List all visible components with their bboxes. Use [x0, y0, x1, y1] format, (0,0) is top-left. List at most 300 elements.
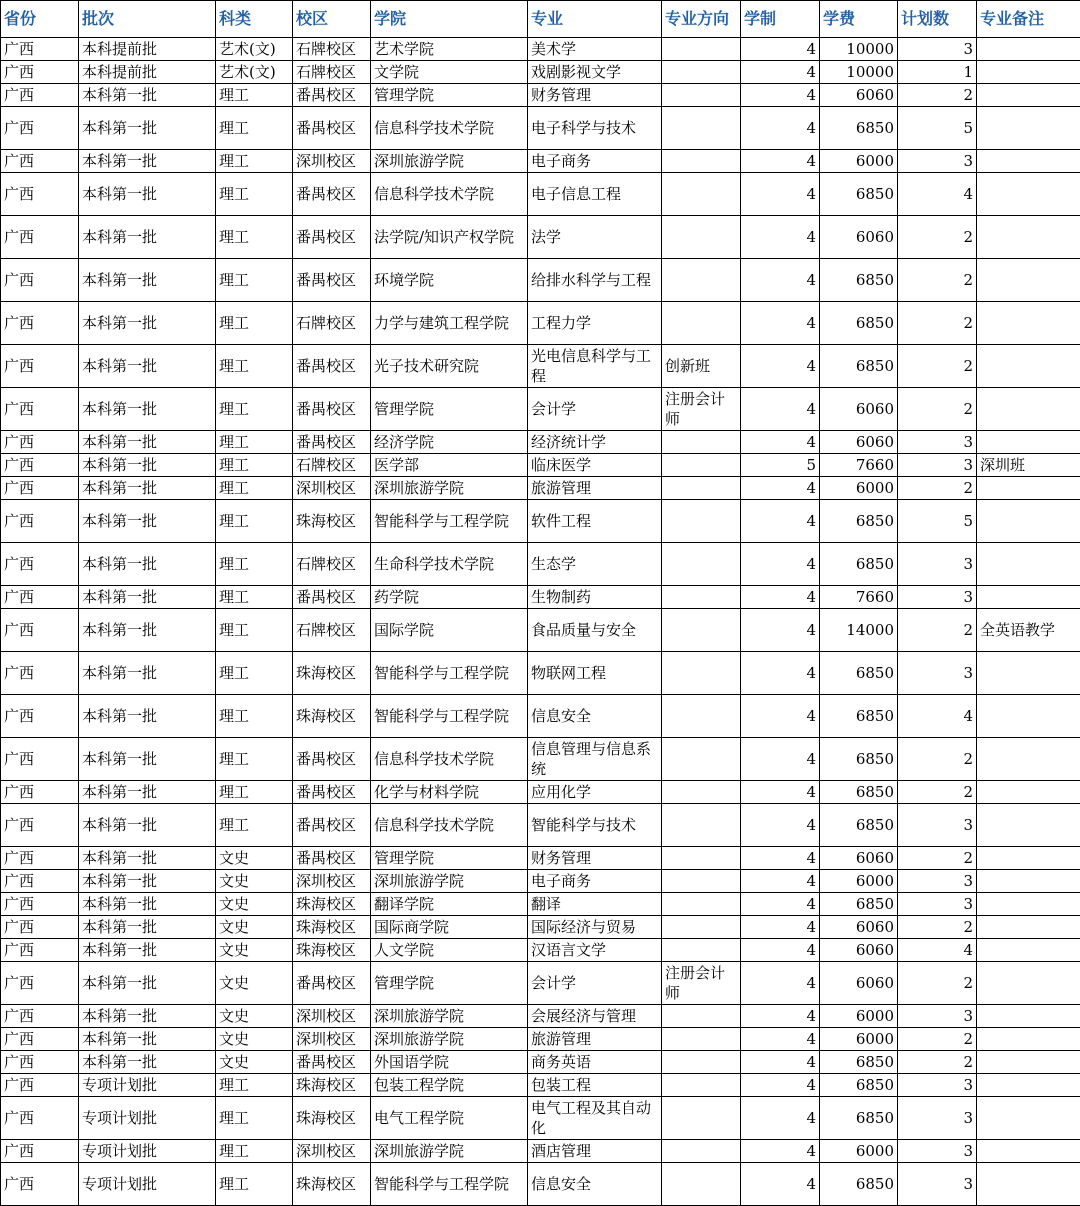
cell-duration: 4	[741, 916, 820, 939]
cell-plan-count: 3	[898, 543, 977, 586]
cell-tuition: 6850	[820, 1051, 898, 1074]
cell-school: 经济学院	[371, 431, 528, 454]
cell-major-note	[977, 1074, 1080, 1097]
cell-major: 法学	[528, 216, 662, 259]
cell-campus: 石牌校区	[293, 543, 371, 586]
table-row	[1, 586, 1080, 609]
cell-province: 广西	[1, 150, 79, 173]
column-header-campus: 校区	[293, 1, 371, 38]
cell-subject-category: 理工	[216, 738, 293, 781]
cell-batch: 专项计划批	[79, 1074, 216, 1097]
cell-major-direction	[662, 916, 741, 939]
table-row	[1, 1028, 1080, 1051]
cell-major-direction	[662, 173, 741, 216]
cell-province: 广西	[1, 259, 79, 302]
cell-school: 管理学院	[371, 388, 528, 431]
cell-batch: 本科第一批	[79, 781, 216, 804]
cell-major-direction	[662, 150, 741, 173]
table-row	[1, 916, 1080, 939]
cell-campus: 番禺校区	[293, 216, 371, 259]
cell-plan-count: 2	[898, 216, 977, 259]
cell-subject-category: 理工	[216, 586, 293, 609]
cell-major-note	[977, 61, 1080, 84]
cell-school: 智能科学与工程学院	[371, 1163, 528, 1206]
column-header-province: 省份	[1, 1, 79, 38]
cell-province: 广西	[1, 454, 79, 477]
cell-campus: 番禺校区	[293, 84, 371, 107]
cell-campus: 番禺校区	[293, 804, 371, 847]
cell-plan-count: 2	[898, 345, 977, 388]
cell-tuition: 6060	[820, 84, 898, 107]
column-header-major-direction: 专业方向	[662, 1, 741, 38]
cell-major-note	[977, 1097, 1080, 1140]
cell-major-direction	[662, 586, 741, 609]
cell-school: 智能科学与工程学院	[371, 695, 528, 738]
cell-batch: 本科第一批	[79, 609, 216, 652]
cell-campus: 珠海校区	[293, 916, 371, 939]
cell-major: 电气工程及其自动化	[528, 1097, 662, 1140]
cell-major: 商务英语	[528, 1051, 662, 1074]
column-header-subject-category: 科类	[216, 1, 293, 38]
cell-batch: 本科第一批	[79, 804, 216, 847]
cell-batch: 本科第一批	[79, 543, 216, 586]
cell-duration: 4	[741, 939, 820, 962]
cell-major-note	[977, 107, 1080, 150]
cell-plan-count: 2	[898, 259, 977, 302]
cell-major-note	[977, 543, 1080, 586]
cell-batch: 本科第一批	[79, 1005, 216, 1028]
cell-subject-category: 艺术(文)	[216, 61, 293, 84]
cell-duration: 4	[741, 804, 820, 847]
cell-tuition: 6000	[820, 150, 898, 173]
cell-major-note	[977, 893, 1080, 916]
cell-school: 艺术学院	[371, 38, 528, 61]
cell-campus: 珠海校区	[293, 1097, 371, 1140]
table-row	[1, 1074, 1080, 1097]
cell-major: 生物制药	[528, 586, 662, 609]
table-row	[1, 939, 1080, 962]
cell-campus: 深圳校区	[293, 150, 371, 173]
cell-major-note	[977, 500, 1080, 543]
cell-campus: 珠海校区	[293, 893, 371, 916]
cell-tuition: 6850	[820, 1163, 898, 1206]
table-row	[1, 1005, 1080, 1028]
cell-tuition: 6060	[820, 916, 898, 939]
cell-plan-count: 3	[898, 804, 977, 847]
cell-major-direction: 创新班	[662, 345, 741, 388]
cell-subject-category: 理工	[216, 543, 293, 586]
cell-batch: 本科提前批	[79, 38, 216, 61]
cell-campus: 番禺校区	[293, 586, 371, 609]
cell-school: 信息科学技术学院	[371, 804, 528, 847]
cell-subject-category: 文史	[216, 916, 293, 939]
cell-school: 管理学院	[371, 847, 528, 870]
cell-major-direction: 注册会计师	[662, 388, 741, 431]
cell-major-direction	[662, 1028, 741, 1051]
cell-school: 医学部	[371, 454, 528, 477]
cell-subject-category: 理工	[216, 1097, 293, 1140]
cell-province: 广西	[1, 38, 79, 61]
cell-duration: 4	[741, 107, 820, 150]
table-row	[1, 216, 1080, 259]
cell-tuition: 6850	[820, 500, 898, 543]
cell-plan-count: 3	[898, 150, 977, 173]
cell-subject-category: 理工	[216, 1074, 293, 1097]
cell-tuition: 6060	[820, 216, 898, 259]
cell-tuition: 6850	[820, 543, 898, 586]
cell-duration: 4	[741, 1097, 820, 1140]
cell-tuition: 6850	[820, 345, 898, 388]
cell-duration: 4	[741, 781, 820, 804]
cell-plan-count: 5	[898, 500, 977, 543]
table-row	[1, 500, 1080, 543]
cell-batch: 本科第一批	[79, 477, 216, 500]
cell-school: 外国语学院	[371, 1051, 528, 1074]
cell-tuition: 6060	[820, 847, 898, 870]
cell-major: 电子商务	[528, 150, 662, 173]
cell-major: 软件工程	[528, 500, 662, 543]
cell-duration: 4	[741, 345, 820, 388]
cell-province: 广西	[1, 1163, 79, 1206]
cell-province: 广西	[1, 738, 79, 781]
cell-major-note	[977, 1051, 1080, 1074]
cell-major-direction	[662, 216, 741, 259]
cell-major-direction	[662, 870, 741, 893]
table-row	[1, 738, 1080, 781]
table-row	[1, 543, 1080, 586]
cell-duration: 4	[741, 477, 820, 500]
cell-plan-count: 2	[898, 1051, 977, 1074]
cell-province: 广西	[1, 500, 79, 543]
cell-school: 文学院	[371, 61, 528, 84]
cell-campus: 番禺校区	[293, 1051, 371, 1074]
cell-campus: 番禺校区	[293, 431, 371, 454]
cell-major: 工程力学	[528, 302, 662, 345]
cell-subject-category: 文史	[216, 870, 293, 893]
cell-batch: 本科第一批	[79, 695, 216, 738]
table-row	[1, 431, 1080, 454]
cell-major-direction	[662, 259, 741, 302]
cell-duration: 4	[741, 1005, 820, 1028]
cell-plan-count: 3	[898, 870, 977, 893]
table-row	[1, 870, 1080, 893]
cell-province: 广西	[1, 870, 79, 893]
cell-major: 光电信息科学与工程	[528, 345, 662, 388]
cell-subject-category: 理工	[216, 500, 293, 543]
cell-major-note: 全英语教学	[977, 609, 1080, 652]
column-header-major: 专业	[528, 1, 662, 38]
cell-major: 国际经济与贸易	[528, 916, 662, 939]
cell-major-note	[977, 586, 1080, 609]
cell-tuition: 6000	[820, 1005, 898, 1028]
cell-major: 生态学	[528, 543, 662, 586]
cell-campus: 石牌校区	[293, 302, 371, 345]
cell-province: 广西	[1, 388, 79, 431]
cell-subject-category: 艺术(文)	[216, 38, 293, 61]
cell-campus: 石牌校区	[293, 609, 371, 652]
table-row	[1, 107, 1080, 150]
cell-duration: 4	[741, 1163, 820, 1206]
cell-province: 广西	[1, 1097, 79, 1140]
cell-province: 广西	[1, 939, 79, 962]
cell-campus: 番禺校区	[293, 173, 371, 216]
cell-plan-count: 3	[898, 1163, 977, 1206]
cell-school: 深圳旅游学院	[371, 1028, 528, 1051]
table-row	[1, 893, 1080, 916]
cell-campus: 深圳校区	[293, 1140, 371, 1163]
cell-major-note: 深圳班	[977, 454, 1080, 477]
cell-province: 广西	[1, 962, 79, 1005]
cell-province: 广西	[1, 609, 79, 652]
table-row	[1, 781, 1080, 804]
cell-plan-count: 3	[898, 893, 977, 916]
cell-tuition: 6850	[820, 781, 898, 804]
cell-plan-count: 2	[898, 388, 977, 431]
cell-major-direction	[662, 431, 741, 454]
cell-major-note	[977, 302, 1080, 345]
cell-major-direction	[662, 1140, 741, 1163]
cell-plan-count: 2	[898, 1028, 977, 1051]
cell-major-note	[977, 477, 1080, 500]
cell-major: 智能科学与技术	[528, 804, 662, 847]
cell-province: 广西	[1, 781, 79, 804]
cell-batch: 本科第一批	[79, 388, 216, 431]
cell-campus: 石牌校区	[293, 61, 371, 84]
cell-plan-count: 2	[898, 962, 977, 1005]
cell-major-note	[977, 173, 1080, 216]
cell-major: 电子商务	[528, 870, 662, 893]
cell-subject-category: 理工	[216, 345, 293, 388]
cell-school: 管理学院	[371, 84, 528, 107]
table-row	[1, 804, 1080, 847]
cell-batch: 本科第一批	[79, 302, 216, 345]
cell-campus: 深圳校区	[293, 1028, 371, 1051]
cell-major-note	[977, 695, 1080, 738]
cell-duration: 4	[741, 962, 820, 1005]
cell-subject-category: 理工	[216, 107, 293, 150]
cell-subject-category: 理工	[216, 454, 293, 477]
cell-major: 信息安全	[528, 1163, 662, 1206]
cell-plan-count: 2	[898, 916, 977, 939]
cell-batch: 本科第一批	[79, 939, 216, 962]
column-header-duration: 学制	[741, 1, 820, 38]
cell-plan-count: 4	[898, 695, 977, 738]
cell-school: 生命科学技术学院	[371, 543, 528, 586]
cell-major-note	[977, 84, 1080, 107]
cell-batch: 本科第一批	[79, 107, 216, 150]
cell-campus: 番禺校区	[293, 345, 371, 388]
cell-subject-category: 文史	[216, 1051, 293, 1074]
cell-tuition: 6060	[820, 431, 898, 454]
table-row	[1, 847, 1080, 870]
cell-school: 人文学院	[371, 939, 528, 962]
cell-subject-category: 理工	[216, 259, 293, 302]
cell-duration: 4	[741, 216, 820, 259]
cell-major: 物联网工程	[528, 652, 662, 695]
cell-major: 酒店管理	[528, 1140, 662, 1163]
cell-subject-category: 理工	[216, 84, 293, 107]
cell-duration: 4	[741, 1074, 820, 1097]
cell-school: 信息科学技术学院	[371, 738, 528, 781]
cell-major-note	[977, 431, 1080, 454]
cell-school: 环境学院	[371, 259, 528, 302]
cell-major-direction	[662, 847, 741, 870]
table-row	[1, 1163, 1080, 1206]
header-row	[1, 1, 1080, 38]
cell-batch: 本科提前批	[79, 61, 216, 84]
cell-major: 财务管理	[528, 84, 662, 107]
cell-plan-count: 3	[898, 1074, 977, 1097]
cell-major-note	[977, 1163, 1080, 1206]
cell-major-direction	[662, 781, 741, 804]
cell-batch: 专项计划批	[79, 1097, 216, 1140]
cell-school: 电气工程学院	[371, 1097, 528, 1140]
cell-duration: 4	[741, 173, 820, 216]
cell-major: 翻译	[528, 893, 662, 916]
cell-province: 广西	[1, 107, 79, 150]
table-row	[1, 388, 1080, 431]
cell-campus: 深圳校区	[293, 870, 371, 893]
cell-batch: 本科第一批	[79, 870, 216, 893]
cell-major-note	[977, 216, 1080, 259]
table-row	[1, 302, 1080, 345]
table-row	[1, 454, 1080, 477]
cell-school: 管理学院	[371, 962, 528, 1005]
cell-batch: 本科第一批	[79, 259, 216, 302]
cell-batch: 本科第一批	[79, 1051, 216, 1074]
cell-major-note	[977, 388, 1080, 431]
cell-subject-category: 文史	[216, 939, 293, 962]
cell-campus: 深圳校区	[293, 1005, 371, 1028]
table-row	[1, 150, 1080, 173]
table-row	[1, 173, 1080, 216]
cell-province: 广西	[1, 84, 79, 107]
cell-major: 会计学	[528, 962, 662, 1005]
cell-major-note	[977, 1005, 1080, 1028]
cell-duration: 4	[741, 695, 820, 738]
cell-campus: 珠海校区	[293, 500, 371, 543]
table-row	[1, 61, 1080, 84]
cell-duration: 4	[741, 893, 820, 916]
cell-subject-category: 文史	[216, 1028, 293, 1051]
cell-campus: 珠海校区	[293, 695, 371, 738]
cell-school: 深圳旅游学院	[371, 870, 528, 893]
cell-campus: 番禺校区	[293, 962, 371, 1005]
cell-plan-count: 4	[898, 939, 977, 962]
cell-duration: 4	[741, 84, 820, 107]
cell-tuition: 10000	[820, 38, 898, 61]
cell-duration: 4	[741, 431, 820, 454]
cell-subject-category: 理工	[216, 173, 293, 216]
cell-province: 广西	[1, 1005, 79, 1028]
cell-plan-count: 2	[898, 847, 977, 870]
cell-batch: 本科第一批	[79, 652, 216, 695]
cell-batch: 本科第一批	[79, 1028, 216, 1051]
cell-campus: 珠海校区	[293, 1163, 371, 1206]
cell-major-direction	[662, 302, 741, 345]
cell-province: 广西	[1, 695, 79, 738]
table-row	[1, 477, 1080, 500]
cell-campus: 珠海校区	[293, 939, 371, 962]
cell-province: 广西	[1, 893, 79, 916]
cell-batch: 专项计划批	[79, 1140, 216, 1163]
cell-province: 广西	[1, 345, 79, 388]
cell-batch: 本科第一批	[79, 893, 216, 916]
column-header-batch: 批次	[79, 1, 216, 38]
cell-major-note	[977, 962, 1080, 1005]
cell-school: 智能科学与工程学院	[371, 652, 528, 695]
cell-school: 翻译学院	[371, 893, 528, 916]
cell-major: 应用化学	[528, 781, 662, 804]
cell-plan-count: 2	[898, 302, 977, 345]
cell-major: 临床医学	[528, 454, 662, 477]
cell-tuition: 6850	[820, 259, 898, 302]
cell-plan-count: 3	[898, 652, 977, 695]
cell-major-note	[977, 1140, 1080, 1163]
cell-major: 信息安全	[528, 695, 662, 738]
cell-campus: 番禺校区	[293, 388, 371, 431]
cell-province: 广西	[1, 1140, 79, 1163]
cell-duration: 4	[741, 1028, 820, 1051]
cell-school: 国际商学院	[371, 916, 528, 939]
cell-tuition: 6850	[820, 652, 898, 695]
cell-major-note	[977, 259, 1080, 302]
cell-tuition: 6060	[820, 939, 898, 962]
cell-province: 广西	[1, 804, 79, 847]
cell-campus: 石牌校区	[293, 38, 371, 61]
cell-subject-category: 理工	[216, 1140, 293, 1163]
column-header-school: 学院	[371, 1, 528, 38]
table-row	[1, 38, 1080, 61]
cell-school: 力学与建筑工程学院	[371, 302, 528, 345]
cell-school: 化学与材料学院	[371, 781, 528, 804]
cell-campus: 石牌校区	[293, 454, 371, 477]
cell-campus: 番禺校区	[293, 738, 371, 781]
cell-major-direction	[662, 1097, 741, 1140]
table-body	[1, 38, 1080, 1206]
table-row	[1, 1051, 1080, 1074]
cell-major: 美术学	[528, 38, 662, 61]
cell-tuition: 6000	[820, 477, 898, 500]
cell-duration: 4	[741, 302, 820, 345]
cell-batch: 本科第一批	[79, 916, 216, 939]
cell-major: 财务管理	[528, 847, 662, 870]
cell-tuition: 6850	[820, 695, 898, 738]
cell-school: 包装工程学院	[371, 1074, 528, 1097]
table-row	[1, 1140, 1080, 1163]
cell-school: 深圳旅游学院	[371, 150, 528, 173]
cell-major-direction	[662, 609, 741, 652]
cell-province: 广西	[1, 543, 79, 586]
cell-major: 给排水科学与工程	[528, 259, 662, 302]
cell-major-direction	[662, 61, 741, 84]
cell-major: 电子科学与技术	[528, 107, 662, 150]
cell-school: 深圳旅游学院	[371, 1140, 528, 1163]
cell-batch: 本科第一批	[79, 84, 216, 107]
cell-tuition: 10000	[820, 61, 898, 84]
cell-duration: 4	[741, 738, 820, 781]
cell-province: 广西	[1, 216, 79, 259]
cell-tuition: 6850	[820, 107, 898, 150]
cell-duration: 4	[741, 259, 820, 302]
table-row	[1, 84, 1080, 107]
cell-subject-category: 文史	[216, 847, 293, 870]
cell-duration: 4	[741, 652, 820, 695]
cell-major-direction	[662, 1051, 741, 1074]
column-header-plan-count: 计划数	[898, 1, 977, 38]
cell-campus: 番禺校区	[293, 781, 371, 804]
cell-major-note	[977, 916, 1080, 939]
